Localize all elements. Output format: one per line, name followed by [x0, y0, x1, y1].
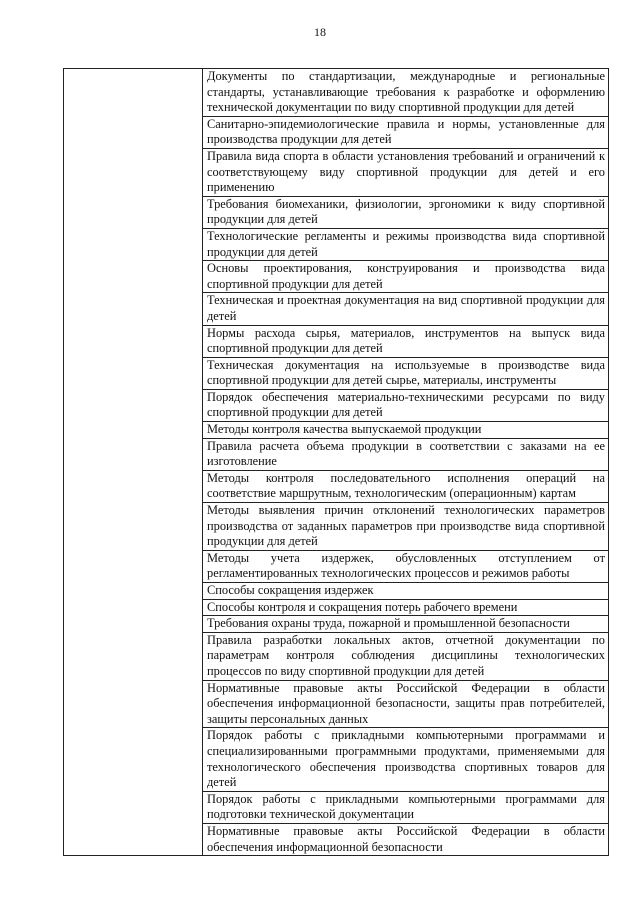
knowledge-item-cell — [203, 728, 609, 791]
knowledge-item-text: Нормативные правовые акты Российской Федерации в области обеспечения информационной безопасности, защиты прав потребителей, защиты персональных данных — [207, 680, 605, 726]
knowledge-item-text: Способы контроля и сокращения потерь рабочего времени — [207, 599, 518, 614]
knowledge-item-text: Нормативные правовые акты Российской Федерации в области обеспечения информационной безопасности — [207, 823, 605, 854]
knowledge-item-cell — [203, 228, 609, 260]
knowledge-item-text: Порядок работы с прикладными компьютерными программами и специализированными программными продуктами, применяемыми для технологического обеспечения производства спортивных товаров для детей — [207, 728, 605, 790]
empty-left-cell — [64, 69, 203, 856]
knowledge-item-cell — [203, 196, 609, 228]
knowledge-item-text: Санитарно-эпидемиологические правила и нормы, установленные для производства продукции для детей — [207, 116, 605, 147]
knowledge-item-text: Техническая и проектная документация на вид спортивной продукции для детей — [207, 293, 605, 323]
knowledge-item-text: Правила расчета объема продукции в соответствии с заказами на ее изготовление — [207, 438, 605, 469]
knowledge-item-cell — [203, 116, 609, 148]
knowledge-item-text: Нормы расхода сырья, материалов, инструментов на выпуск вида спортивной продукции для детей — [207, 325, 605, 356]
knowledge-item-text: Технологические регламенты и режимы производства вида спортивной продукции для детей — [207, 228, 605, 259]
knowledge-item-cell — [203, 438, 609, 470]
knowledge-item-text: Техническая документация на используемые в производстве вида спортивной продукции для детей сырье, материалы, инструменты — [207, 357, 605, 388]
knowledge-item-cell — [203, 583, 609, 600]
table-row — [64, 69, 609, 117]
knowledge-item-text: Требования биомеханики, физиологии, эргономики к виду спортивной продукции для детей — [207, 196, 605, 227]
knowledge-item-text: Документы по стандартизации, международные и региональные стандарты, устанавливающие требования к разработке и оформлению технической документации по виду спортивной продукции для детей — [207, 69, 605, 115]
knowledge-item-cell — [203, 680, 609, 728]
knowledge-item-cell — [203, 69, 609, 117]
knowledge-item-text: Требования охраны труда, пожарной и промышленной безопасности — [207, 616, 570, 631]
knowledge-item-cell — [203, 823, 609, 855]
knowledge-item-text: Порядок обеспечения материально-техническими ресурсами по виду спортивной продукции для детей — [207, 389, 605, 420]
knowledge-item-text: Правила разработки локальных актов, отчетной документации по параметрам контроля соблюдения дисциплины технологических процессов по виду спортивной продукции для детей — [207, 632, 605, 678]
knowledge-item-text: Способы сокращения издержек — [207, 583, 374, 597]
knowledge-item-cell — [203, 293, 609, 325]
knowledge-item-cell — [203, 616, 609, 633]
knowledge-item-text: Методы контроля последовательного исполнения операций на соответствие маршрутным, технологическим (операционным) картам — [207, 470, 605, 501]
knowledge-item-cell — [203, 148, 609, 196]
knowledge-item-cell — [203, 389, 609, 421]
knowledge-item-cell — [203, 599, 609, 616]
knowledge-item-cell — [203, 632, 609, 680]
table-body — [64, 69, 609, 856]
knowledge-item-cell — [203, 325, 609, 357]
knowledge-item-text: Методы учета издержек, обусловленных отступлением от регламентированных технологических процессов и режимов работы — [207, 550, 605, 581]
knowledge-item-text: Порядок работы с прикладными компьютерными программами для подготовки технической документации — [207, 791, 605, 822]
knowledge-item-text: Основы проектирования, конструирования и производства вида спортивной продукции для детей — [207, 261, 605, 291]
knowledge-item-text: Методы выявления причин отклонений технологических параметров производства от заданных параметров при производстве вида спортивной продукции для детей — [207, 503, 605, 549]
knowledge-item-cell — [203, 503, 609, 551]
requirements-table — [63, 68, 609, 856]
page-number: 18 — [314, 25, 326, 39]
knowledge-item-text: Правила вида спорта в области установления требований и ограничений к соответствующему виду спортивной продукции для детей и его применению — [207, 148, 605, 195]
knowledge-item-cell — [203, 550, 609, 582]
knowledge-item-cell — [203, 261, 609, 293]
knowledge-item-cell — [203, 422, 609, 439]
knowledge-item-cell — [203, 791, 609, 823]
knowledge-item-cell — [203, 470, 609, 502]
knowledge-item-cell — [203, 357, 609, 389]
knowledge-item-text: Методы контроля качества выпускаемой продукции — [207, 422, 482, 437]
